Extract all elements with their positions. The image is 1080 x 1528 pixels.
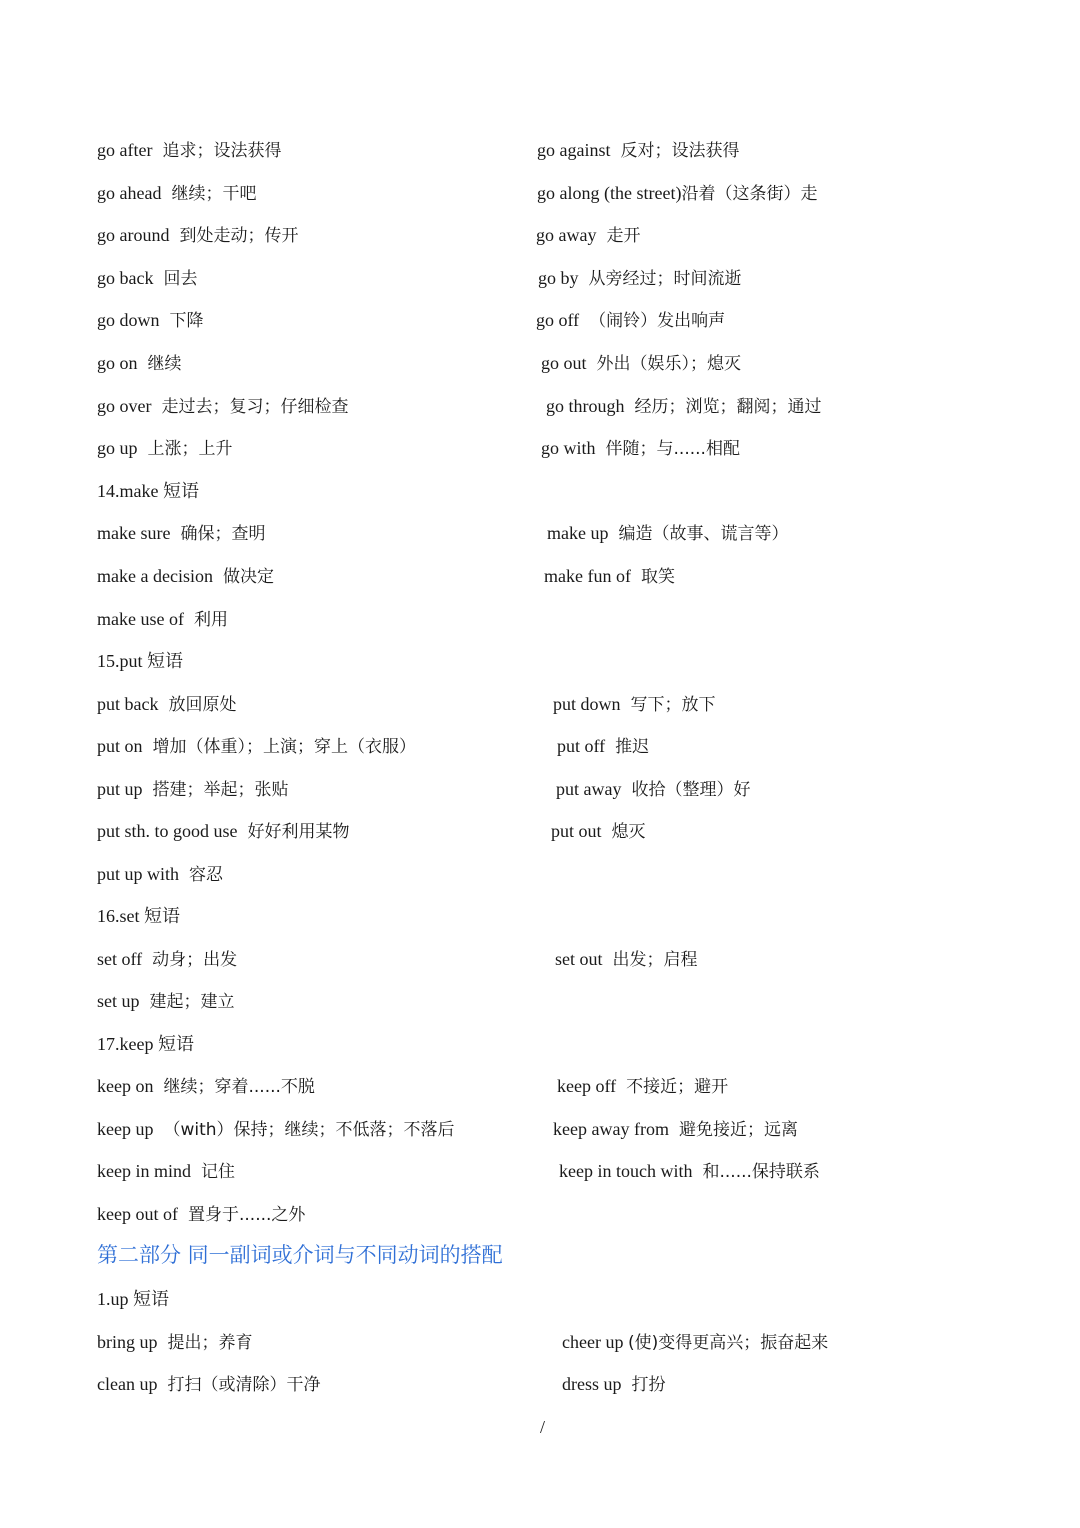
page-footer-mark: / [540, 1417, 546, 1437]
phrase-en: go with [541, 438, 596, 458]
phrase-right [557, 731, 649, 762]
phrase-left [97, 774, 289, 805]
phrase-en: put off [557, 736, 606, 756]
phrase-zh: 回去 [163, 269, 198, 289]
phrase-en: go on [97, 353, 138, 373]
phrase-zh: 确保；查明 [180, 524, 266, 544]
phrase-zh: 放回原处 [168, 695, 237, 715]
phrase-zh: 提出；养育 [167, 1333, 253, 1353]
section-heading-up: 1.up 短语 [97, 1289, 169, 1309]
phrase-en: keep up [97, 1119, 154, 1139]
phrase-right [551, 816, 646, 847]
phrase-en: keep on [97, 1076, 154, 1096]
phrase-left [97, 1369, 320, 1400]
phrase-zh: 沿着（这条街）走 [681, 184, 818, 204]
phrase-en: set out [555, 949, 603, 969]
phrase-right [556, 774, 750, 805]
phrase-en: bring up [97, 1332, 158, 1352]
phrase-zh: 反对；设法获得 [620, 141, 740, 161]
phrase-zh: 出发；启程 [612, 950, 698, 970]
phrase-right [536, 220, 640, 251]
phrase-en: put down [553, 694, 621, 714]
phrase-en: go away [536, 225, 597, 245]
phrase-left [97, 1114, 455, 1145]
phrase-zh: 打扮 [631, 1375, 666, 1395]
phrase-en: keep off [557, 1076, 617, 1096]
phrase-zh: 容忍 [189, 865, 224, 885]
phrase-left [97, 561, 274, 592]
phrase-row [0, 518, 1080, 548]
phrase-right [546, 391, 822, 422]
phrase-right [562, 1369, 666, 1400]
phrase-left [97, 604, 228, 635]
phrase-en: clean up [97, 1374, 158, 1394]
phrase-zh: 置身于......之外 [187, 1205, 306, 1225]
phrase-zh: 编造（故事、谎言等） [618, 524, 789, 544]
phrase-en: go around [97, 225, 170, 245]
phrase-right [555, 944, 698, 975]
phrase-zh: 记住 [200, 1162, 235, 1182]
phrase-right [537, 135, 740, 166]
phrase-right [536, 305, 725, 336]
phrase-en: put out [551, 821, 602, 841]
phrase-zh: 上涨；上升 [147, 439, 233, 459]
phrase-right [562, 1327, 828, 1358]
phrase-en: put up with [97, 864, 180, 884]
phrase-zh: 走过去；复习；仔细检查 [161, 397, 349, 417]
phrase-right [538, 263, 742, 294]
phrase-en: put away [556, 779, 622, 799]
phrase-en: go off [536, 310, 580, 330]
phrase-zh: 外出（娱乐）；熄灭 [596, 354, 742, 374]
phrase-right [559, 1156, 820, 1187]
phrase-left [97, 391, 348, 422]
phrase-en: cheer up [562, 1332, 624, 1352]
phrase-left [97, 178, 256, 209]
phrase-en: put up [97, 779, 143, 799]
phrase-zh: 建起；建立 [149, 992, 235, 1012]
phrase-en: put back [97, 694, 159, 714]
phrase-zh: 增加（体重）；上演；穿上（衣服） [152, 737, 417, 757]
phrase-right [537, 178, 817, 209]
section-heading-make: 14.make 短语 [97, 481, 199, 501]
phrase-zh: 继续 [147, 354, 182, 374]
phrase-zh: 到处走动；传开 [179, 226, 299, 246]
phrase-row [0, 986, 1080, 1016]
phrase-row [0, 689, 1080, 719]
phrase-left [97, 1156, 235, 1187]
phrase-en: put sth. to good use [97, 821, 238, 841]
phrase-row [0, 944, 1080, 974]
phrase-en: make up [547, 523, 609, 543]
phrase-right [547, 518, 788, 549]
phrase-zh: 利用 [193, 610, 228, 630]
section-heading-put: 15.put 短语 [97, 651, 184, 671]
phrase-left [97, 433, 233, 464]
phrase-en: go against [537, 140, 611, 160]
phrase-zh: 写下；放下 [630, 695, 716, 715]
phrase-row [0, 1156, 1080, 1186]
phrase-en: keep out of [97, 1204, 178, 1224]
phrase-zh: 熄灭 [611, 822, 646, 842]
phrase-zh: 搭建；举起；张贴 [152, 780, 289, 800]
phrase-right [544, 561, 675, 592]
phrase-zh: 推迟 [615, 737, 650, 757]
phrase-right [553, 1114, 798, 1145]
section-heading-keep: 17.keep 短语 [97, 1034, 194, 1054]
phrase-left [97, 348, 182, 379]
phrase-left [97, 859, 223, 890]
phrase-left [97, 816, 350, 847]
phrase-zh: 从旁经过；时间流逝 [588, 269, 742, 289]
phrase-zh: (使)变得更高兴；振奋起来 [627, 1333, 829, 1353]
phrase-en: go down [97, 310, 160, 330]
phrase-en: dress up [562, 1374, 622, 1394]
phrase-left [97, 220, 298, 251]
phrase-zh: 和......保持联系 [702, 1162, 820, 1182]
phrase-left [97, 263, 197, 294]
phrase-en: go along (the street) [537, 183, 682, 203]
phrase-en: keep in touch with [559, 1161, 693, 1181]
phrase-row [0, 135, 1080, 165]
phrase-row [0, 1114, 1080, 1144]
phrase-row [0, 263, 1080, 293]
phrase-en: go by [538, 268, 579, 288]
phrase-row [0, 433, 1080, 463]
phrase-en: keep in mind [97, 1161, 191, 1181]
phrase-zh: 追求；设法获得 [162, 141, 282, 161]
phrase-row [0, 1369, 1080, 1399]
phrase-zh: 不接近；避开 [626, 1077, 729, 1097]
phrase-left [97, 689, 236, 720]
phrase-row [0, 816, 1080, 846]
phrase-en: go after [97, 140, 153, 160]
phrase-en: go out [541, 353, 587, 373]
phrase-en: go through [546, 396, 625, 416]
phrase-row [0, 731, 1080, 761]
phrase-zh: 走开 [606, 226, 641, 246]
phrase-zh: 做决定 [222, 567, 274, 587]
phrase-zh: 收拾（整理）好 [631, 780, 751, 800]
phrase-row [0, 774, 1080, 804]
phrase-zh: 继续；干吧 [171, 184, 257, 204]
section-heading-set: 16.set 短语 [97, 906, 180, 926]
phrase-zh: （with）保持；继续；不低落；不落后 [163, 1120, 455, 1140]
phrase-left [97, 1327, 253, 1358]
phrase-en: go up [97, 438, 138, 458]
phrase-row [0, 561, 1080, 591]
phrase-row [0, 220, 1080, 250]
phrase-zh: 取笑 [640, 567, 675, 587]
phrase-en: go back [97, 268, 154, 288]
phrase-zh: 继续；穿着......不脱 [163, 1077, 315, 1097]
phrase-zh: 动身；出发 [152, 950, 238, 970]
phrase-en: keep away from [553, 1119, 669, 1139]
phrase-row [0, 1327, 1080, 1357]
phrase-left [97, 944, 237, 975]
phrase-left [97, 305, 204, 336]
phrase-en: go over [97, 396, 152, 416]
phrase-zh: 打扫（或清除）干净 [167, 1375, 321, 1395]
phrase-row [0, 178, 1080, 208]
phrase-row [0, 1071, 1080, 1101]
phrase-right [541, 348, 741, 379]
phrase-left [97, 1071, 315, 1102]
phrase-en: go ahead [97, 183, 162, 203]
phrase-left [97, 518, 265, 549]
phrase-row [0, 604, 1080, 634]
phrase-right [553, 689, 716, 720]
phrase-zh: 下降 [169, 311, 204, 331]
phrase-zh: 伴随；与......相配 [605, 439, 740, 459]
part-two-title: 第二部分 同一副词或介词与不同动词的搭配 [97, 1243, 503, 1267]
phrase-left [97, 731, 416, 762]
phrase-en: put on [97, 736, 143, 756]
phrase-zh: 经历；浏览；翻阅；通过 [634, 397, 822, 417]
phrase-en: set off [97, 949, 143, 969]
phrase-zh: （闹铃）发出响声 [589, 311, 726, 331]
phrase-en: make sure [97, 523, 171, 543]
phrase-en: make fun of [544, 566, 631, 586]
phrase-left [97, 135, 281, 166]
phrase-row [0, 391, 1080, 421]
phrase-zh: 好好利用某物 [247, 822, 350, 842]
phrase-right [541, 433, 740, 464]
phrase-en: make a decision [97, 566, 213, 586]
phrase-zh: 避免接近；远离 [678, 1120, 798, 1140]
phrase-row [0, 859, 1080, 889]
phrase-en: set up [97, 991, 140, 1011]
phrase-left [97, 1199, 305, 1230]
phrase-row [0, 1199, 1080, 1229]
phrase-row [0, 348, 1080, 378]
phrase-right [557, 1071, 728, 1102]
phrase-left [97, 986, 235, 1017]
phrase-en: make use of [97, 609, 184, 629]
phrase-row [0, 305, 1080, 335]
